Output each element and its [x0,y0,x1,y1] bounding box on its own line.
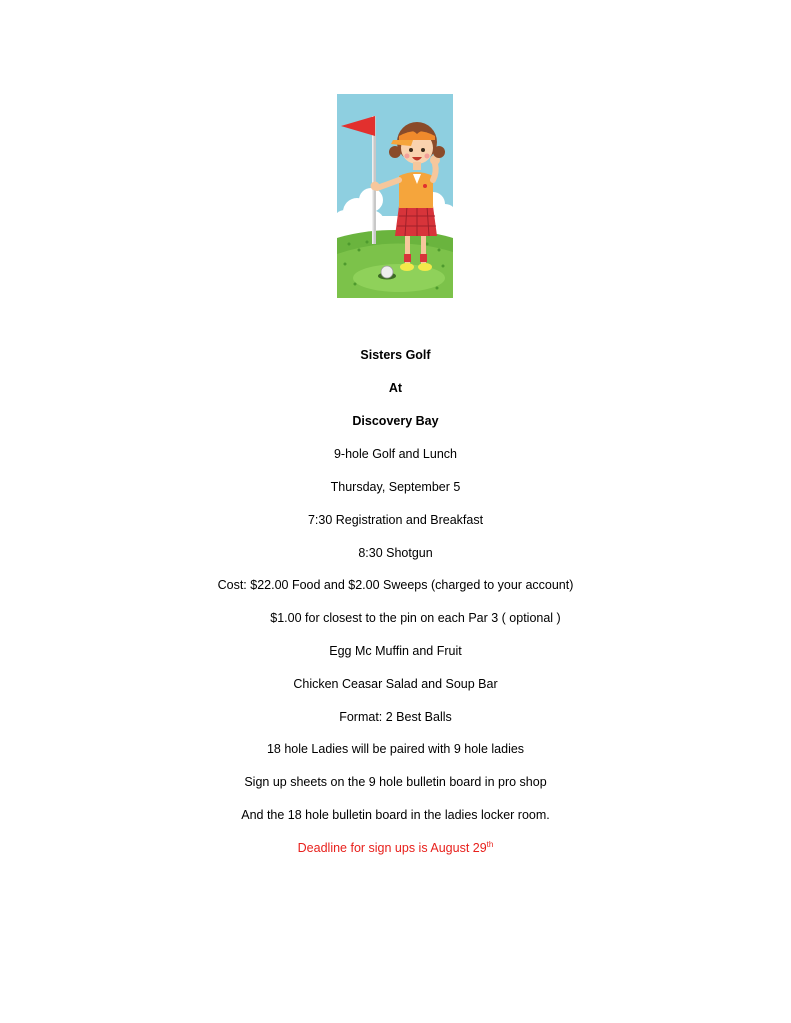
flyer-deadline [0,840,791,856]
girl-golfer-illustration [337,94,453,298]
flyer-shotgun: 8:30 Shotgun [358,546,433,560]
flyer-cost: Cost: $22.00 Food and $2.00 Sweeps (charged to your account) [217,578,574,592]
flyer-signup-9-hole: Sign up sheets on the 9 hole bulletin board in pro shop [244,775,547,789]
flyer-closest-pin: $1.00 for closest to the pin on each Par 3 ( optional ) [270,611,561,625]
flyer-pairing: 18 hole Ladies will be paired with 9 hole ladies [266,742,525,756]
flyer-deadline-suffix: th [486,839,494,849]
flyer-venue: Discovery Bay [352,414,439,428]
flyer-format: Format: 2 Best Balls [339,710,452,724]
flyer-lunch-menu: Chicken Ceasar Salad and Soup Bar [293,677,498,691]
flyer-date: Thursday, September 5 [330,480,461,494]
flyer-breakfast-menu: Egg Mc Muffin and Fruit [329,644,462,658]
flyer-deadline-text: Deadline for sign ups is August 29 [297,841,487,855]
flyer-at: At [388,381,403,395]
flyer-event: 9-hole Golf and Lunch [333,447,457,461]
flyer-title: Sisters Golf [360,348,431,362]
flyer-signup-18-hole: And the 18 hole bulletin board in the ladies locker room. [241,808,550,822]
flyer-registration: 7:30 Registration and Breakfast [307,513,484,527]
